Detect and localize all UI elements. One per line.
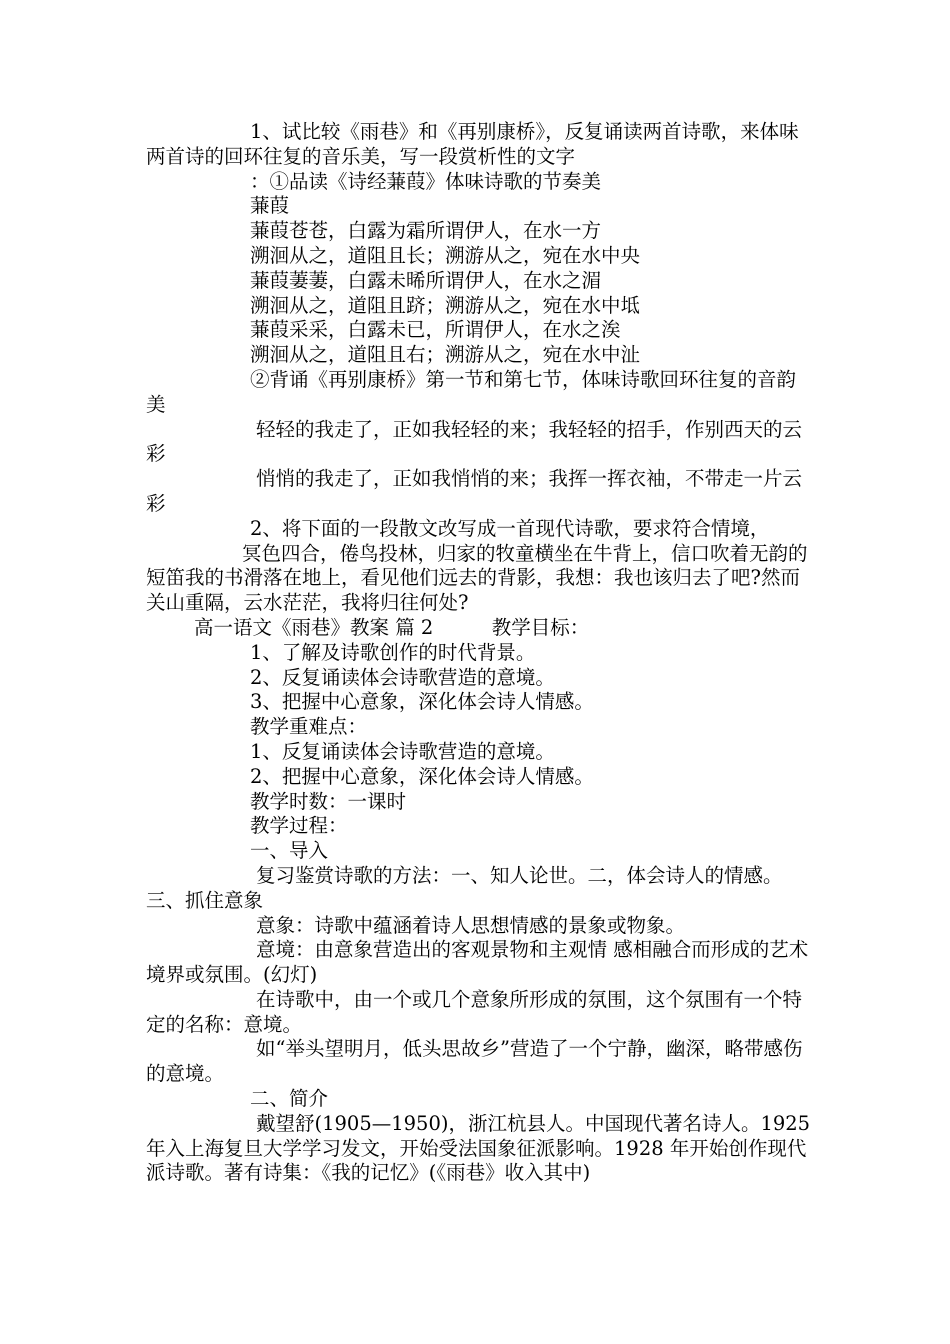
paragraph: 如“举头望明月，低头思故乡”营造了一个宁静，幽深，略带感伤的意境。 bbox=[146, 1037, 803, 1086]
paragraph: 意境：由意象营造出的客观景物和主观情 感相融合而形成的艺术境界或氛围。(幻灯) bbox=[146, 938, 809, 987]
paragraph: 在诗歌中，由一个或几个意象所形成的氛围，这个氛围有一个特定的名称：意境。 bbox=[146, 987, 803, 1036]
paragraph: 教学时数：一课时 bbox=[250, 789, 407, 813]
paragraph: 2、把握中心意象，深化体会诗人情感。 bbox=[250, 764, 594, 788]
paragraph: 2、反复诵读体会诗歌营造的意境。 bbox=[250, 665, 555, 689]
poem-line: 轻轻的我走了，正如我轻轻的来；我轻轻的招手，作别西天的云彩 bbox=[146, 417, 803, 466]
poem-line: 蒹葭萋萋，白露未晞所谓伊人，在水之湄 bbox=[250, 268, 602, 292]
paragraph: 冥色四合，倦鸟投林，归家的牧童横坐在牛背上，信口吹着无韵的短笛我的书滑落在地上，看见他们远去的背影，我想：我也该归去了吧?然而关山重隔，云水茫茫，我将归往何处? bbox=[146, 541, 808, 615]
paragraph: 1、反复诵读体会诗歌营造的意境。 bbox=[250, 739, 555, 763]
paragraph: 复习鉴赏诗歌的方法：一、知人论世。二，体会诗人的情感。三、抓住意象 bbox=[146, 863, 783, 912]
paragraph: 一、导入 bbox=[250, 839, 329, 863]
poem-line: 蒹葭采采，白露未已，所谓伊人，在水之涘 bbox=[250, 318, 621, 342]
poem-line: 溯洄从之，道阻且右；溯游从之，宛在水中沚 bbox=[250, 343, 641, 367]
section-heading: 高一语文《雨巷》教案 篇 2 教学目标： bbox=[194, 615, 590, 639]
paragraph: 2、将下面的一段散文改写成一首现代诗歌，要求符合情境， bbox=[250, 516, 770, 540]
paragraph: 戴望舒(1905—1950)，浙江杭县人。中国现代著名诗人。1925 年入上海复旦大学学习发文，开始受法国象征派影响。1928 年开始创作现代派诗歌。著有诗集：《我的记忆》(《雨巷》收入其中) bbox=[146, 1111, 811, 1185]
poem-line: 溯洄从之，道阻且长；溯游从之，宛在水中央 bbox=[250, 243, 641, 267]
paragraph: 意象：诗歌中蕴涵着诗人思想情感的景象或物象。 bbox=[256, 913, 686, 937]
paragraph: 1、了解及诗歌创作的时代背景。 bbox=[250, 640, 536, 664]
paragraph: 教学重难点： bbox=[250, 715, 368, 739]
paragraph: ②背诵《再别康桥》第一节和第七节，体味诗歌回环往复的音韵美 bbox=[146, 367, 797, 416]
paragraph: 3、把握中心意象，深化体会诗人情感。 bbox=[250, 690, 594, 714]
paragraph: 二、简介 bbox=[250, 1087, 329, 1111]
poem-line: 悄悄的我走了，正如我悄悄的来；我挥一挥衣袖，不带走一片云彩 bbox=[146, 467, 803, 515]
poem-title: 蒹葭 bbox=[250, 194, 290, 218]
paragraph: ：①品读《诗经蒹葭》体味诗歌的节奏美 bbox=[250, 169, 602, 193]
paragraph: 教学过程： bbox=[250, 814, 348, 838]
poem-line: 蒹葭苍苍，白露为霜所谓伊人，在水一方 bbox=[250, 219, 602, 243]
document-body bbox=[146, 120, 812, 1186]
paragraph: 1、试比较《雨巷》和《再别康桥》，反复诵读两首诗歌，来体味两首诗的回环往复的音乐美，写一段赏析性的文字 bbox=[146, 120, 799, 168]
poem-line: 溯洄从之，道阻且跻；溯游从之，宛在水中坻 bbox=[250, 293, 641, 317]
